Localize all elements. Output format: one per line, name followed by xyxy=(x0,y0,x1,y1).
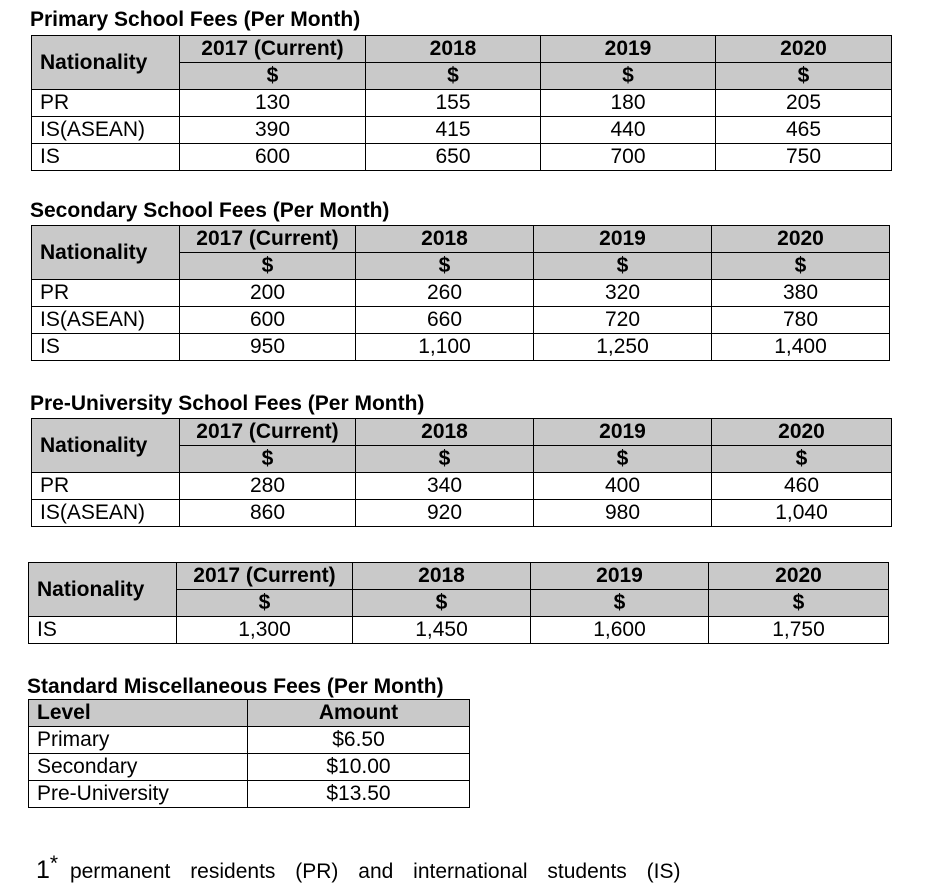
table-row xyxy=(29,754,470,781)
amount-cell: $6.50 xyxy=(248,727,470,754)
currency-header: $ xyxy=(709,590,889,617)
level-header: Level xyxy=(29,700,248,727)
fee-cell: 1,450 xyxy=(353,617,531,644)
footnote-word: students xyxy=(547,860,627,883)
misc-fees-table xyxy=(28,699,470,808)
currency-header: $ xyxy=(177,590,353,617)
fee-cell: 660 xyxy=(356,307,534,334)
fee-cell: 460 xyxy=(712,473,892,500)
fee-cell: 465 xyxy=(716,117,892,144)
preuni-is-fees-table xyxy=(28,562,889,644)
amount-cell: $13.50 xyxy=(248,781,470,808)
primary-fees-title: Primary School Fees (Per Month) xyxy=(30,8,361,31)
year-header: 2020 xyxy=(712,226,890,253)
currency-header: $ xyxy=(180,446,356,473)
fee-cell: 950 xyxy=(180,334,356,361)
year-header: 2018 xyxy=(356,419,534,446)
level-cell: Primary xyxy=(29,727,248,754)
table-header-row xyxy=(32,419,892,446)
fee-cell: 155 xyxy=(366,90,541,117)
table-header-row xyxy=(29,563,889,590)
year-header: 2018 xyxy=(356,226,534,253)
primary-fees-table xyxy=(31,35,892,171)
table-row xyxy=(32,280,890,307)
amount-cell: $10.00 xyxy=(248,754,470,781)
preuni-fees-table xyxy=(31,418,892,527)
preuni-fees-title: Pre-University School Fees (Per Month) xyxy=(30,392,425,415)
currency-header: $ xyxy=(712,446,892,473)
table-row xyxy=(32,334,890,361)
nationality-cell: IS xyxy=(32,144,180,171)
nationality-cell: PR xyxy=(32,90,180,117)
currency-header: $ xyxy=(356,446,534,473)
currency-header: $ xyxy=(180,253,356,280)
fee-cell: 1,400 xyxy=(712,334,890,361)
fee-cell: 650 xyxy=(366,144,541,171)
nationality-cell: IS xyxy=(29,617,177,644)
table-row xyxy=(29,617,889,644)
year-header: 2020 xyxy=(716,36,892,63)
level-cell: Pre-University xyxy=(29,781,248,808)
table-header-row xyxy=(32,36,892,63)
nationality-cell: PR xyxy=(32,280,180,307)
currency-header: $ xyxy=(531,590,709,617)
nationality-header: Nationality xyxy=(29,563,177,617)
footnote-word: (IS) xyxy=(646,860,681,883)
currency-header: $ xyxy=(366,63,541,90)
fee-cell: 340 xyxy=(356,473,534,500)
table-row xyxy=(32,500,892,527)
nationality-cell: IS(ASEAN) xyxy=(32,307,180,334)
year-header: 2019 xyxy=(541,36,716,63)
table-header-row xyxy=(32,226,890,253)
fee-cell: 600 xyxy=(180,307,356,334)
footnote-text xyxy=(70,860,695,883)
level-cell: Secondary xyxy=(29,754,248,781)
fee-cell: 980 xyxy=(534,500,712,527)
fee-cell: 860 xyxy=(180,500,356,527)
year-header: 2019 xyxy=(534,226,712,253)
nationality-header: Nationality xyxy=(32,419,180,473)
footnote xyxy=(36,852,694,885)
fee-cell: 1,250 xyxy=(534,334,712,361)
fee-cell: 320 xyxy=(534,280,712,307)
table-row xyxy=(29,727,470,754)
currency-header: $ xyxy=(716,63,892,90)
nationality-cell: IS(ASEAN) xyxy=(32,117,180,144)
fee-cell: 260 xyxy=(356,280,534,307)
currency-header: $ xyxy=(541,63,716,90)
year-header: 2020 xyxy=(709,563,889,590)
misc-fees-title: Standard Miscellaneous Fees (Per Month) xyxy=(27,675,444,698)
nationality-cell: IS(ASEAN) xyxy=(32,500,180,527)
secondary-fees-table xyxy=(31,225,890,361)
currency-header: $ xyxy=(712,253,890,280)
fee-cell: 440 xyxy=(541,117,716,144)
nationality-cell: IS xyxy=(32,334,180,361)
fee-cell: 600 xyxy=(180,144,366,171)
currency-header: $ xyxy=(534,253,712,280)
fee-cell: 780 xyxy=(712,307,890,334)
amount-header: Amount xyxy=(248,700,470,727)
footnote-star: * xyxy=(49,852,59,875)
footnote-word: permanent xyxy=(69,860,171,883)
year-header: 2017 (Current) xyxy=(177,563,353,590)
fee-cell: 415 xyxy=(366,117,541,144)
fee-cell: 280 xyxy=(180,473,356,500)
fee-cell: 1,750 xyxy=(709,617,889,644)
table-row xyxy=(32,90,892,117)
footnote-word: and xyxy=(358,860,394,883)
fee-cell: 1,600 xyxy=(531,617,709,644)
fee-cell: 400 xyxy=(534,473,712,500)
fee-cell: 700 xyxy=(541,144,716,171)
footnote-word: residents xyxy=(190,860,276,883)
fee-cell: 1,100 xyxy=(356,334,534,361)
nationality-header: Nationality xyxy=(32,226,180,280)
currency-header: $ xyxy=(356,253,534,280)
footnote-word: (PR) xyxy=(295,860,339,883)
fee-cell: 130 xyxy=(180,90,366,117)
fee-cell: 720 xyxy=(534,307,712,334)
fee-cell: 205 xyxy=(716,90,892,117)
fee-cell: 920 xyxy=(356,500,534,527)
currency-header: $ xyxy=(534,446,712,473)
year-header: 2019 xyxy=(531,563,709,590)
year-header: 2017 (Current) xyxy=(180,36,366,63)
year-header: 2019 xyxy=(534,419,712,446)
table-header-row xyxy=(29,700,470,727)
table-row xyxy=(32,473,892,500)
footnote-word: international xyxy=(413,860,528,883)
fee-cell: 380 xyxy=(712,280,890,307)
currency-header: $ xyxy=(353,590,531,617)
fee-cell: 1,040 xyxy=(712,500,892,527)
fee-cell: 1,300 xyxy=(177,617,353,644)
table-row xyxy=(32,117,892,144)
year-header: 2017 (Current) xyxy=(180,226,356,253)
year-header: 2018 xyxy=(353,563,531,590)
footnote-number: 1 xyxy=(36,856,50,884)
year-header: 2017 (Current) xyxy=(180,419,356,446)
table-row xyxy=(32,307,890,334)
fee-cell: 390 xyxy=(180,117,366,144)
nationality-cell: PR xyxy=(32,473,180,500)
table-row xyxy=(29,781,470,808)
year-header: 2018 xyxy=(366,36,541,63)
fee-cell: 750 xyxy=(716,144,892,171)
fee-cell: 180 xyxy=(541,90,716,117)
nationality-header: Nationality xyxy=(32,36,180,90)
secondary-fees-title: Secondary School Fees (Per Month) xyxy=(30,199,390,222)
table-row xyxy=(32,144,892,171)
fee-cell: 200 xyxy=(180,280,356,307)
year-header: 2020 xyxy=(712,419,892,446)
currency-header: $ xyxy=(180,63,366,90)
